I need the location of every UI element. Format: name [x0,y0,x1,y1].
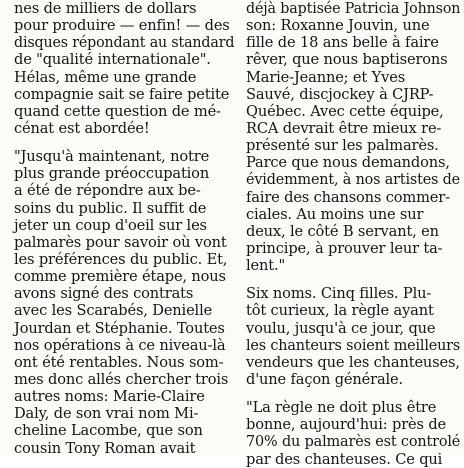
text-line: cousin Tony Roman avait [14,439,196,457]
text-line: tôt curieux, la règle ayant [246,302,434,320]
left-column [14,0,234,457]
text-line: présenté sur les palmarès. [246,137,439,155]
text-line: "La règle ne doit plus être [246,399,437,417]
text-line: évidemment, à nos artistes de [246,171,461,189]
text-line: les préférences du public. Et, [14,250,228,268]
text-line: cénat est abordée! [14,119,150,137]
text-line: rêver, que nous baptiserons [246,51,448,69]
text-line: ciales. Au moins une sur [246,205,424,223]
text-line: vendeurs que les chanteuses, [246,353,460,371]
text-line: avec les Scarabés, Denielle [14,302,213,320]
right-column [246,0,460,468]
text-line: autres noms: Marie-Claire [14,388,205,406]
text-line: Marie-Jeanne; et Yves [246,68,406,86]
paragraph-gap [246,274,460,285]
text-line: nes de milliers de dollars [14,0,197,17]
text-line: ont été rentables. Nous som- [14,353,224,371]
text-line: Daly, de son vrai nom Mi- [14,405,199,423]
paragraph-gap [246,388,460,399]
text-line: comme première étape, nous [14,268,226,286]
text-line: quand cette question de mé- [14,102,221,120]
text-line: compagnie sait se faire petite [14,85,230,103]
text-line: "Jusqu'à maintenant, notre [14,148,210,166]
text-line: soins du public. Il suffit de [14,199,207,217]
text-line: pour produire — enfin! — des [14,17,230,35]
text-line: 70% du palmarès est controlé [246,433,461,451]
text-line: disques répondant au standard [14,34,235,52]
text-line: faire des chansons commer- [246,188,450,206]
text-line: les chanteurs soient meilleurs [246,336,461,354]
text-line: par des chanteuses. Ce qui [246,450,443,468]
text-line: de "qualité internationale". [14,51,211,69]
text-line: déjà baptisée Patricia Johnson [246,0,461,17]
paragraph-gap [14,137,234,148]
text-line: palmarès pour savoir où vont [14,233,227,251]
text-line: plus grande préoccupation [14,165,210,183]
text-line: voulu, jusqu'à ce jour, que [246,319,436,337]
text-line: cheline Lacombe, que son [14,422,203,440]
text-line: Six noms. Cinq filles. Plu- [246,285,432,303]
text-line: Sauvé, discjockey à CJRP- [246,85,434,103]
text-line: Jourdan et Stéphanie. Toutes [14,319,225,337]
text-line: Hélas, même une grande [14,68,197,86]
text-line: d'une façon générale. [246,370,404,388]
text-line: RCA devrait être mieux re- [246,119,442,137]
text-line: Parce que nous demandons, [246,154,450,172]
text-line: nos opérations à ce niveau-là [14,336,226,354]
text-line: jeter un coup d'oeil sur les [14,216,207,234]
text-line: deux, le côté B servant, en [246,222,439,240]
text-line: avons signé des contrats [14,285,194,303]
text-line: lent." [246,257,286,275]
text-line: son: Roxanne Jouvin, une [246,17,430,35]
text-line: fille de 18 ans belle à faire [246,34,439,52]
text-line: Québec. Avec cette équipe, [246,102,444,120]
text-line: mes donc allés chercher trois [14,370,229,388]
text-line: principe, à prouver leur ta- [246,239,443,257]
text-line: bonne, aujourd'hui: près de [246,416,447,434]
text-line: a été de répondre aux be- [14,182,201,200]
